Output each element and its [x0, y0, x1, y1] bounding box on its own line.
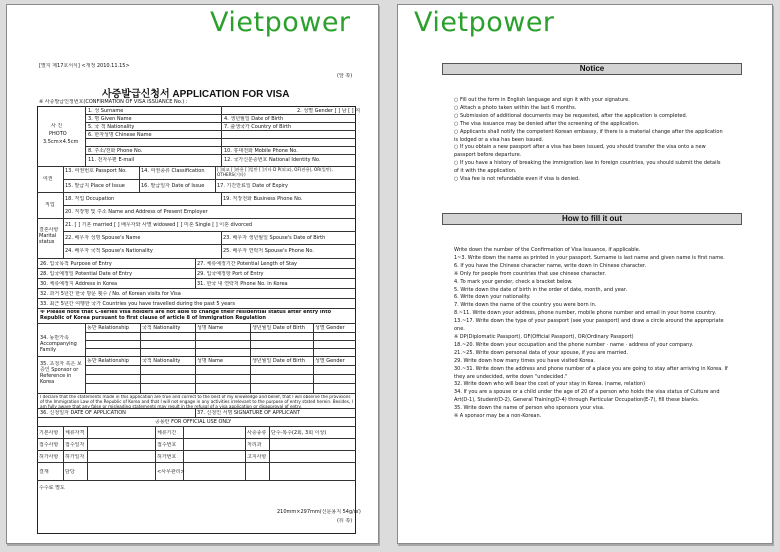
official-row3-c4: 허가번호 [157, 454, 177, 460]
field-employer[interactable]: 20. 직장명 및 주소 Name and Address of Present Employer [65, 209, 208, 215]
howto-item: 18.~20. Write down your occupation and the phone number · name · address of your company. [454, 341, 694, 348]
official-row2-c4: 접수번호 [157, 442, 177, 448]
fee-footnote: 수수료 별도 [39, 485, 65, 491]
howto-item: 32. Write down who will bear the cost of your stay in Korea. (name, relation) [454, 381, 646, 388]
sponsor-col-nationality: 국적 Nationality [142, 358, 181, 364]
companion-col-name: 성명 Name [197, 325, 224, 331]
notice-heading: Notice [442, 63, 742, 75]
notice-list [454, 97, 726, 184]
photo-size: 3.5cm×4.5cm [43, 139, 79, 145]
photo-label: 사 진 [51, 123, 63, 129]
field-marital-status[interactable]: 21. [ ] 기혼 married [ ] 배우자와 사별 widowed [ ] 미혼 Single [ ] 이혼 divorced [65, 222, 253, 228]
field-address-in-korea[interactable]: 30. 체류예정지 Address in Korea [40, 281, 118, 287]
notice-item: ○ Visa fee is not refundable even if visa is denied. [454, 176, 580, 183]
howto-heading: How to fill it out [442, 213, 742, 225]
howto-item: ※ A sponsor may be a non-Korean. [454, 413, 542, 420]
howto-item: 1~3. Write down the name as printed in your passport. Surname is last name and given name is first name. [454, 254, 725, 261]
field-length-of-stay[interactable]: 27. 체류예정기간 Potential Length of Stay [197, 261, 298, 267]
howto-item: 4. To mark your gender, check a bracket below. [454, 278, 573, 285]
form-title: 사증발급신청서 APPLICATION FOR VISA [102, 89, 290, 100]
instructions-page [397, 4, 773, 544]
howto-item: ※ DP(Diplomatic Passport), OF(Official Passport), OR(Ordinary Passport) [454, 333, 634, 340]
companion-col-nationality: 국적 Nationality [142, 325, 181, 331]
howto-item: 5. Write down the date of birth in the order of date, month, and year. [454, 286, 628, 293]
page-indicator: (뒤 쪽) [337, 518, 353, 524]
companions-label: 34. 동반가족 Accompanying Family [40, 335, 77, 353]
occupation-section-label: 직업 [45, 202, 55, 208]
field-port-of-entry[interactable]: 29. 입국예정항 Port of Entry [197, 271, 264, 277]
field-country-of-birth[interactable]: 7. 출생국가 Country of Birth [224, 124, 292, 130]
field-past-visits[interactable]: 32. 과거 5년간 한국 방문 횟수 / No. of Korean visits for Visa [40, 291, 181, 297]
official-row3-c1: 허가사항 [39, 454, 59, 460]
field-spouse-name[interactable]: 22. 배우자 성명 Spouse's Name [65, 235, 141, 241]
official-row2-c6: 처리과 [247, 442, 262, 448]
notice-item: ○ If you have a history of breaking the immigration law in foreign countries, you should submit the details of it with the application. [454, 160, 721, 175]
notice-item: ○ Submission of additional documents may be requested, after the application is completed. [454, 112, 688, 119]
photo-label-en: PHOTO [49, 131, 67, 137]
howto-item: 35. Write down the name of person who sponsors your visa. [454, 405, 605, 412]
form-header-left: [별지 제17호서식] <개정 2010.11.15> [39, 63, 130, 69]
sponsor-col-relationship: 동반 Relationship [87, 358, 129, 364]
field-passport-class[interactable]: 14. 여권종류 Classification [141, 168, 205, 174]
howto-list [454, 247, 728, 421]
official-row1-c2: 체류자격 [65, 430, 85, 436]
field-place-of-issue[interactable]: 15. 발급지 Place of Issue [65, 183, 125, 189]
howto-item: 34. If you are a spouse or a child under the age of 20 of a person who holds the visa status of Culture and Art(D-1), Student(D-2), General Training(D-4) through Particular Occupation(E-7), fill these blanks. [454, 389, 720, 404]
field-purpose-of-entry[interactable]: 26. 입국목적 Purpose of Entry [40, 261, 112, 267]
field-spouse-dob[interactable]: 23. 배우자 생년월일 Spouse's Date of Birth [223, 235, 326, 241]
field-surname[interactable]: 1. 성 Surname [88, 108, 124, 114]
field-address-phone[interactable]: 8. 주소/전화 Phone No. [88, 148, 143, 154]
sponsor-col-dob: 생년월일 Date of Birth [252, 358, 305, 364]
official-row1-c4: 체류기간 [157, 430, 177, 436]
marital-section-label: 결혼사항 Marital status [39, 227, 59, 245]
field-mobile[interactable]: 10. 휴대전화 Mobile Phone No. [224, 148, 298, 154]
official-row2-c1: 접수사항 [39, 442, 59, 448]
sponsor-col-name: 성명 Name [197, 358, 224, 364]
sponsor-label: 35. 초청자 혹은 보증인 Sponsor or Reference in Korea [40, 361, 82, 385]
notice-item: ○ Attach a photo taken within the last 6 months. [454, 104, 577, 111]
field-occupation[interactable]: 18. 직업 Occupation [65, 196, 115, 202]
field-nationality[interactable]: 5. 국 적 Nationality [88, 124, 135, 130]
field-national-id[interactable]: 12. 국가신분증번호 National Identity No. [224, 157, 321, 163]
official-row4-c4: <사무관리> [157, 469, 185, 475]
howto-item: 21.~25. Write down personal data of your spouse, if you are married. [454, 349, 629, 356]
howto-item: 6. Write down your nationality. [454, 294, 531, 301]
official-row1-c1: 기본사항 [39, 430, 59, 436]
howto-item: 30.~31. Write down the address and phone number of a place you are going to stay after arriving in Korea. If they are undecided, write down "undecided." [454, 365, 728, 380]
companion-col-dob: 생년월일 Date of Birth [252, 325, 305, 331]
notice-item: ○ Fill out the form in English language and sign it with your signature. [454, 97, 630, 103]
passport-types[interactable]: [ ]외교 [ ]관용 [ ]일반 [ ]기타 D P(외교), OF(관용), OR(일반), OTHERS(기타) [217, 167, 333, 177]
field-spouse-phone[interactable]: 25. 배우자 연락처 Spouse's Phone No. [223, 248, 314, 254]
official-use-header: 공용란 FOR OFFICIAL USE ONLY [155, 419, 232, 425]
field-gender[interactable]: 2. 성별 Gender [ ] 남 [ ] 여 [297, 108, 361, 114]
application-form-page [6, 4, 379, 544]
passport-section-label: 여권 [43, 176, 53, 182]
companion-col-gender: 성별 Gender [315, 325, 345, 331]
notice-item: ○ If you obtain a new passport after a visa has been issued, you should transfer the visa onto a new passport before departure. [454, 144, 706, 159]
watermark: Vietpower [210, 7, 351, 38]
companion-col-relationship: 동반 Relationship [87, 325, 129, 331]
howto-item: 6. If you have the Chinese character name, write down in Chinese character. [454, 262, 647, 269]
field-email[interactable]: 11. 전자우편 E-mail [88, 157, 135, 163]
sponsor-col-gender: 성별 Gender [315, 358, 345, 364]
howto-item: Write down the number of the Confirmation of Visa Issuance, if applicable. [454, 247, 641, 253]
field-passport-no[interactable]: 13. 여권번호 Passport No. [65, 168, 127, 174]
immigration-notice: ※ Please note that C-series visa holders are not able to change their residential status after entry into Republic of Korea pursuant to first clause of article 8 of Immigration Regulation [40, 310, 332, 321]
field-signature[interactable]: 37. 신청인 서명 SIGNATURE OF APPLICANT [197, 410, 300, 416]
notice-item: ○ Applicants shall notify the competent Korean embassy, if there is a material change after the application is lodged or a visa has been issued. [454, 128, 723, 143]
declaration-text: I declare that the statements made in this application are true and correct to the best of my knowledge and belief, that I will observe the provisions of the Immigration Law of the Republic of Korea and that I will not engage in any activities irrelevant to the purpose of entry stated herein. Besides, I am fully aware that any false or misleading statements may result in the refusal of a visa application or disapproval of entry. [40, 395, 353, 409]
watermark: Vietpower [414, 7, 555, 38]
official-row2-c2: 접수일자 [65, 442, 85, 448]
field-given-name[interactable]: 3. 명 Given Name [88, 116, 132, 122]
howto-item: 13.~17. Write down the type of your passport (see your passport) and draw a circle around the appropriate one. [454, 318, 724, 333]
field-date-of-application[interactable]: 36. 신청일자 DATE OF APPLICATION [40, 410, 126, 416]
field-countries-travelled[interactable]: 33. 최근 5년간 여행한 국가 Countries you have travelled during the past 5 years [40, 301, 235, 307]
howto-item: 7. Write down the name of the country you were born in. [454, 302, 597, 309]
official-row3-c6: 고지사항 [247, 454, 267, 460]
field-business-phone[interactable]: 19. 직장전화 Business Phone No. [223, 196, 303, 202]
official-row3-c2: 허가일자 [65, 454, 85, 460]
official-row1-c6: 사증종류 [247, 430, 267, 436]
form-header-right: (앞 쪽) [337, 73, 353, 79]
field-date-of-entry[interactable]: 28. 입국예정일 Potential Date of Entry [40, 271, 133, 277]
official-row4-c2: 담당 [65, 469, 75, 475]
official-row1-c7: 단수·복수(2회, 3회 이상) [271, 430, 327, 436]
field-date-of-birth[interactable]: 4. 생년월일 Date of Birth [224, 116, 284, 122]
field-date-of-expiry[interactable]: 17. 기간만료일 Date of Expiry [217, 183, 288, 189]
field-chinese-name[interactable]: 6. 한자성명 Chinese Name [88, 132, 152, 138]
howto-item: ※ Only for people from countries that use chinese character. [454, 270, 606, 277]
field-spouse-nationality[interactable]: 24. 배우자 국적 Spouse's Nationality [65, 248, 153, 254]
confirm-number: ※ 사증발급인정번호(CONFIRMATION OF VISA ISSUANCE No.) : [39, 99, 188, 105]
paper-size: 210mm×297mm(신문용지 54g/㎡) [277, 509, 361, 515]
official-row4-c1: 결재 [39, 469, 49, 475]
howto-item: 29. Write down how many times you have visited Korea. [454, 357, 596, 364]
notice-item: ○ The visa issuance may be denied after the screening of the application. [454, 120, 640, 127]
howto-item: 8.~11. Write down your address, phone number, mobile phone number and email in your home country. [454, 310, 716, 317]
field-date-of-issue[interactable]: 16. 발급일자 Date of Issue [141, 183, 205, 189]
field-phone-in-korea[interactable]: 31. 한국 내 연락처 Phone No. in Korea [197, 281, 288, 287]
